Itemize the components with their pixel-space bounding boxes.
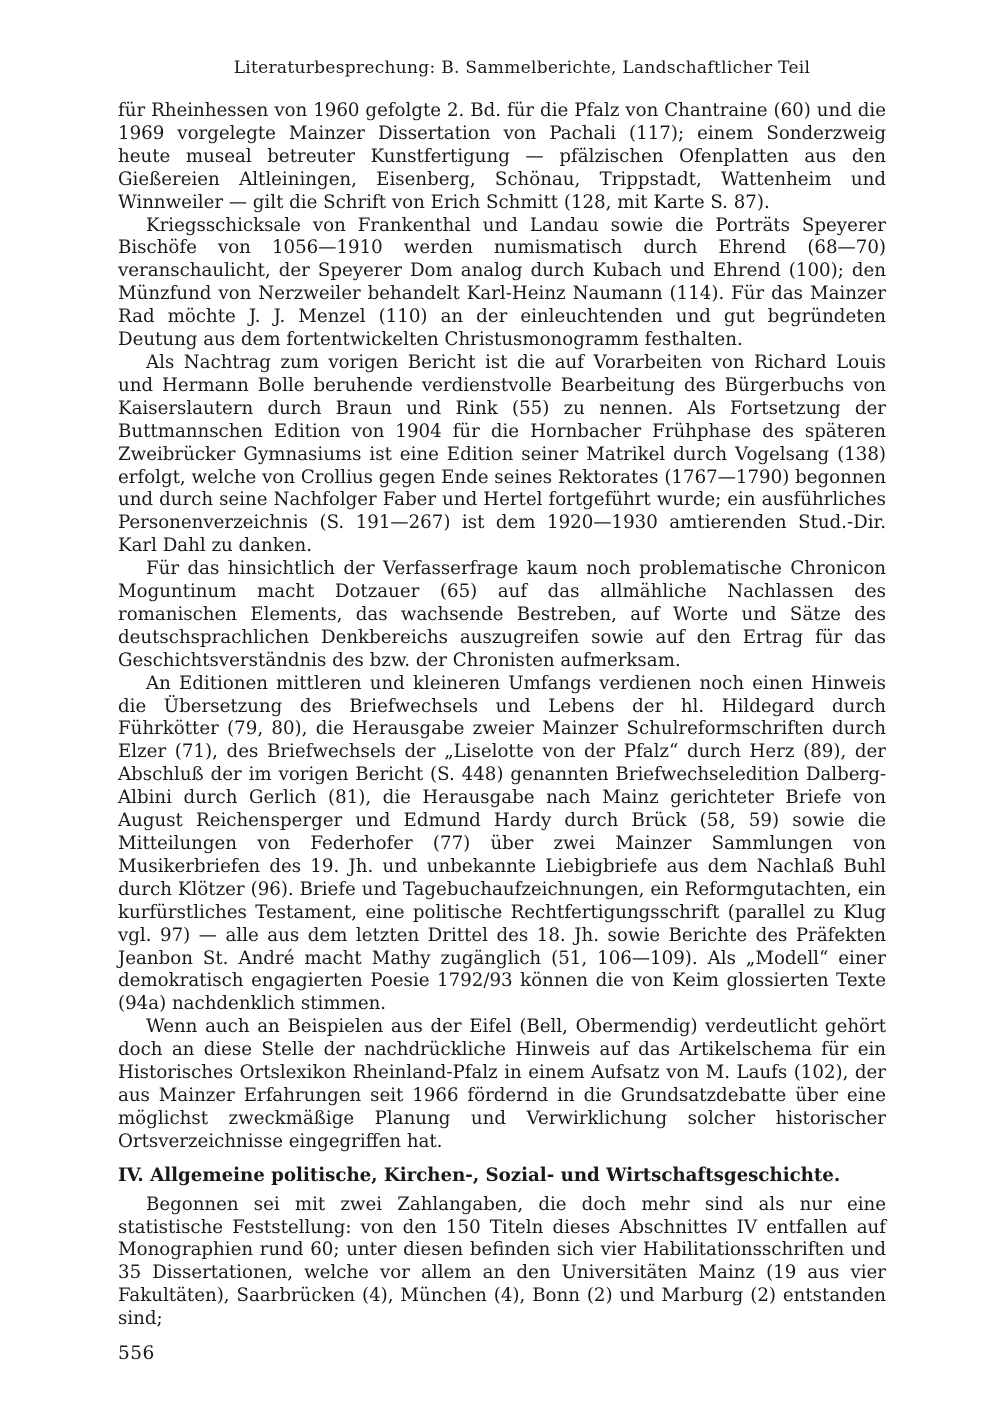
paragraph-ortslexikon: Wenn auch an Beispielen aus der Eifel (Bell, Obermendig) verdeutlicht gehört doch an diese Stelle der nachdrückliche Hinweis auf das Artikelschema für ein Historisches Ortslexikon Rheinland-Pfalz in einem Aufsatz von M. Laufs (102), der aus Mainzer Erfahrungen seit 1966 fördernd in die Grundsatzdebatte über eine möglichst zweckmäßige Planung und Verwirklichung solcher historischer Ortsverzeichnisse eingegriffen hat. <box>118 1016 886 1152</box>
running-header: Literaturbesprechung: B. Sammelberichte, Landschaftlicher Teil <box>233 58 811 78</box>
paragraph-buergerbuch: Als Nachtrag zum vorigen Bericht ist die auf Vorarbeiten von Richard Louis und Hermann Bolle beruhende verdienstvolle Bearbeitung des Bürgerbuchs von Kaiserslautern durch Braun und Rink (55) zu nennen. Als Fortsetzung der Buttmannschen Edition von 1904 für die Hornbacher Frühphase des späteren Zweibrücker Gymnasiums ist eine Edition seiner Matrikel durch Vogelsang (138) erfolgt, welche von Crollius gegen Ende seines Rektorates (1767—1790) begonnen und durch seine Nachfolger Faber und Hertel fortgeführt wurde; ein ausführliches Personenverzeichnis (S. 191—267) ist dem 1920—1930 amtierenden Stud.-Dir. Karl Dahl zu danken. <box>118 351 886 557</box>
paragraph-section-intro: Begonnen sei mit zwei Zahlangaben, die doch mehr sind als nur eine statistische Feststellung: von den 150 Titeln dieses Abschnittes IV entfallen auf Monographien rund 60; unter diesen befinden sich vier Habilitationsschriften und 35 Dissertationen, welche vor allem an den Universitäten Mainz (19 aus vier Fakultäten), Saarbrücken (4), München (4), Bonn (2) und Marburg (2) entstanden sind; <box>118 1193 886 1330</box>
paragraph-chronicon: Für das hinsichtlich der Verfasserfrage kaum noch problematische Chronicon Moguntinum macht Dotzauer (65) auf das allmähliche Nachlassen des romanischen Elements, das wachsende Bestreben, auf Worte und Sätze des deutschsprachlichen Denkbereichs auszugreifen sowie auf den Ertrag für das Geschichtsverständnis des bzw. der Chronisten aufmerksam. <box>118 558 886 671</box>
body-text <box>118 100 886 1331</box>
paragraph-editions: An Editionen mittleren und kleineren Umfangs verdienen noch einen Hinweis die Übersetzung des Briefwechsels und Lebens der hl. Hildegard durch Führkötter (79, 80), die Herausgabe zweier Mainzer Schulreformschriften durch Elzer (71), des Briefwechsels der „Liselotte von der Pfalz“ durch Herz (89), der Abschluß der im vorigen Bericht (S. 448) genannten Briefwechseledition Dalberg-Albini durch Gerlich (81), die Herausgabe nach Mainz gerichteter Briefe von August Reichensperger und Edmund Hardy durch Brück (58, 59) sowie die Mitteilungen von Federhofer (77) über zwei Mainzer Sammlungen von Musikerbriefen des 19. Jh. und unbekannte Liebigbriefe aus dem Nachlaß Buhl durch Klötzer (96). Briefe und Tagebuchaufzeichnungen, ein Reformgutachten, ein kurfürstliches Testament, eine politische Rechtfertigungsschrift (parallel zu Klug vgl. 97) — alle aus dem letzten Drittel des 18. Jh. sowie Berichte des Präfekten Jeanbon St. André macht Mathy zugänglich (51, 106—109). Als „Modell“ einer demokratisch engagierten Poesie 1792/93 können die von Keim glossierten Texte (94a) nachdenklich stimmen. <box>118 672 886 1015</box>
page <box>118 58 886 1331</box>
paragraph-continuation: für Rheinhessen von 1960 gefolgte 2. Bd. für die Pfalz von Chantraine (60) und die 1969 vorgelegte Mainzer Dissertation von Pachali (117); einem Sonderzweig heute museal betreuter Kunstfertigung — pfälzischen Ofenplatten aus den Gießereien Altleiningen, Eisenberg, Schönau, Trippstadt, Wattenheim und Winnweiler — gilt die Schrift von Erich Schmitt (128, mit Karte S. 87). <box>118 100 886 213</box>
paragraph-numismatics: Kriegsschicksale von Frankenthal und Landau sowie die Porträts Speyerer Bischöfe von 1056—1910 werden numismatisch durch Ehrend (68—70) veranschaulicht, der Speyerer Dom analog durch Kubach und Ehrend (100); den Münzfund von Nerzweiler behandelt Karl-Heinz Naumann (114). Für das Mainzer Rad möchte J. J. Menzel (110) an der einleuchtenden und gut begründeten Deutung aus dem fortentwickelten Christusmonogramm festhalten. <box>118 214 886 351</box>
page-number: 556 <box>118 1343 155 1364</box>
section-heading: IV. Allgemeine politische, Kirchen-, Sozial- und Wirtschaftsgeschichte. <box>118 1164 841 1186</box>
